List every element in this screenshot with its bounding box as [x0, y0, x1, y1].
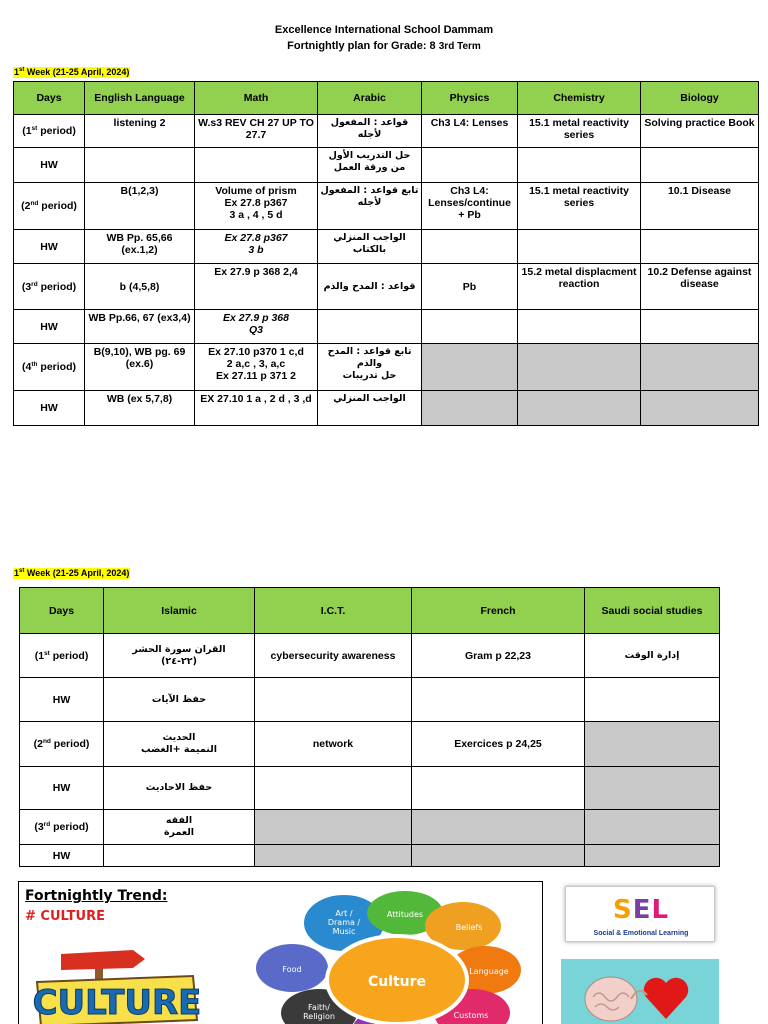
term-label: 3rd Term: [438, 41, 481, 52]
cell-math: Ex 27.9 p 368 2,4: [195, 264, 318, 310]
cell-math: Ex 27.8 p367 3 b: [195, 230, 318, 264]
cell-english: B(9,10), WB pg. 69 (ex.6): [85, 344, 195, 391]
culture-sign-text: CULTURE: [33, 983, 202, 1023]
cell-english: WB Pp. 65,66 (ex.1,2): [85, 230, 195, 264]
week-label-2: 1st Week (21-25 April, 2024): [14, 568, 130, 578]
table-row: [14, 391, 759, 426]
cell-biology: [641, 344, 759, 391]
fortnightly-trend-panel: [18, 881, 543, 1024]
header-chemistry: Chemistry: [518, 82, 641, 115]
sel-wordmark: SEL: [612, 895, 670, 925]
cell-arabic: حل التدريب الأول من ورقة العمل: [318, 148, 422, 183]
table-row: [20, 767, 720, 810]
cell-chemistry: 15.2 metal displacment reaction: [518, 264, 641, 310]
cell-chemistry: 15.1 metal reactivity series: [518, 115, 641, 148]
table-row: [20, 678, 720, 722]
cell-social-studies: [585, 767, 720, 810]
cell-physics: Pb: [422, 264, 518, 310]
header-english: English Language: [85, 82, 195, 115]
petal-label: Food: [282, 965, 302, 974]
culture-signpost-image: [33, 946, 203, 1024]
header-math: Math: [195, 82, 318, 115]
table-row: [20, 634, 720, 678]
sel-caption: Social & Emotional Learning: [593, 930, 689, 937]
cell-islamic: حفظ الآيات: [104, 678, 255, 722]
week-label-1: 1st Week (21-25 April, 2024): [14, 67, 130, 77]
sel-logo: [565, 886, 715, 942]
header-french: French: [412, 588, 585, 634]
period-label: (1st period): [14, 115, 85, 148]
cell-english: listening 2: [85, 115, 195, 148]
petal-label: Attitudes: [386, 910, 424, 919]
cell-islamic: [104, 845, 255, 867]
hw-label: HW: [14, 230, 85, 264]
cell-physics: [422, 148, 518, 183]
cell-math: Ex 27.10 p370 1 c,d 2 a,c , 3, a,c Ex 27.11 p 371 2: [195, 344, 318, 391]
hw-label: HW: [14, 391, 85, 426]
header-days: Days: [20, 588, 104, 634]
table-row: [14, 344, 759, 391]
petal-label: Customs: [453, 1011, 489, 1020]
cell-french: [412, 767, 585, 810]
table-row: [20, 845, 720, 867]
cell-social-studies: [585, 845, 720, 867]
cell-arabic: تابع قواعد : المفعول لأجله: [318, 183, 422, 230]
cell-english: B(1,2,3): [85, 183, 195, 230]
header-biology: Biology: [641, 82, 759, 115]
cell-english: b (4,5,8): [85, 264, 195, 310]
cell-physics: [422, 230, 518, 264]
cell-ict: network: [255, 722, 412, 767]
period-label: (2nd period): [14, 183, 85, 230]
cell-french: [412, 810, 585, 845]
weekly-plan-table-2: [19, 587, 720, 867]
plan-prefix: Fortnightly plan for Grade: 8: [287, 40, 436, 52]
petal-label: Beliefs: [455, 923, 483, 932]
culture-center-label: Culture: [367, 974, 427, 990]
cell-french: Gram p 22,23: [412, 634, 585, 678]
cell-physics: Ch3 L4: Lenses/continue + Pb: [422, 183, 518, 230]
table-row: [14, 264, 759, 310]
cell-english: [85, 148, 195, 183]
cell-chemistry: 15.1 metal reactivity series: [518, 183, 641, 230]
cell-islamic: حفظ الاحاديث: [104, 767, 255, 810]
period-label: (3rd period): [14, 264, 85, 310]
table-row: [14, 310, 759, 344]
cell-social-studies: [585, 722, 720, 767]
cell-social-studies: [585, 810, 720, 845]
cell-biology: [641, 148, 759, 183]
header-ict: I.C.T.: [255, 588, 412, 634]
school-name: Excellence International School Dammam: [274, 24, 494, 36]
cell-english: WB Pp.66, 67 (ex3,4): [85, 310, 195, 344]
cell-physics: [422, 310, 518, 344]
cell-french: [412, 845, 585, 867]
table-row: [20, 722, 720, 767]
period-label: (4th period): [14, 344, 85, 391]
petal-label: Faith/ Religion: [303, 1003, 335, 1021]
trend-title: Fortnightly Trend:: [25, 888, 168, 904]
cell-social-studies: إدارة الوقت: [585, 634, 720, 678]
table-header-row: [14, 82, 759, 115]
trend-hashtag: # CULTURE: [25, 909, 105, 924]
cell-biology: 10.2 Defense against disease: [641, 264, 759, 310]
hw-label: HW: [14, 310, 85, 344]
cell-physics: Ch3 L4: Lenses: [422, 115, 518, 148]
cell-chemistry: [518, 310, 641, 344]
hw-label: HW: [20, 678, 104, 722]
header-islamic: Islamic: [104, 588, 255, 634]
cell-english: WB (ex 5,7,8): [85, 391, 195, 426]
period-label: (3rd period): [20, 810, 104, 845]
brain-heart-image: [561, 959, 719, 1024]
cell-french: [412, 678, 585, 722]
cell-math: W.s3 REV CH 27 UP TO 27.7: [195, 115, 318, 148]
cell-arabic: الواجب المنزلي بالكتاب: [318, 230, 422, 264]
cell-islamic: القران سورة الحشر (٢٢-٢٤): [104, 634, 255, 678]
cell-islamic: الفقه العمرة: [104, 810, 255, 845]
cell-math: [195, 148, 318, 183]
table-row: [14, 148, 759, 183]
cell-arabic: الواجب المنزلي: [318, 391, 422, 426]
cell-math: Ex 27.9 p 368 Q3: [195, 310, 318, 344]
hw-label: HW: [20, 845, 104, 867]
cell-chemistry: [518, 230, 641, 264]
cell-arabic: قواعد : المفعول لأجله: [318, 115, 422, 148]
cell-ict: [255, 845, 412, 867]
cell-arabic: قواعد : المدح والذم: [318, 264, 422, 310]
cell-chemistry: [518, 391, 641, 426]
cell-chemistry: [518, 344, 641, 391]
cell-arabic: تابع قواعد : المدح والذم حل تدريبات: [318, 344, 422, 391]
cell-french: Exercices p 24,25: [412, 722, 585, 767]
cell-biology: [641, 310, 759, 344]
hw-label: HW: [20, 767, 104, 810]
header-arabic: Arabic: [318, 82, 422, 115]
cell-biology: [641, 230, 759, 264]
cell-ict: [255, 678, 412, 722]
cell-biology: [641, 391, 759, 426]
petal-label: Language: [469, 967, 509, 976]
table-row: [14, 115, 759, 148]
cell-biology: Solving practice Book: [641, 115, 759, 148]
petal-label: Art / Drama / Music: [327, 909, 361, 936]
cell-islamic: الحديث النميمة +الغضب: [104, 722, 255, 767]
culture-wheel-diagram: [247, 888, 537, 1024]
cell-ict: [255, 767, 412, 810]
cell-physics: [422, 391, 518, 426]
weekly-plan-table: [13, 81, 759, 426]
cell-arabic: [318, 310, 422, 344]
cell-biology: 10.1 Disease: [641, 183, 759, 230]
cell-chemistry: [518, 148, 641, 183]
plan-title: [0, 40, 768, 52]
table-row: [14, 230, 759, 264]
table-row: [20, 810, 720, 845]
period-label: (1st period): [20, 634, 104, 678]
header-social-studies: Saudi social studies: [585, 588, 720, 634]
cell-math: Volume of prism Ex 27.8 p367 3 a , 4 , 5 d: [195, 183, 318, 230]
header-physics: Physics: [422, 82, 518, 115]
header-days: Days: [14, 82, 85, 115]
cell-ict: [255, 810, 412, 845]
hw-label: HW: [14, 148, 85, 183]
cell-ict: cybersecurity awareness: [255, 634, 412, 678]
cell-physics: [422, 344, 518, 391]
period-label: (2nd period): [20, 722, 104, 767]
cell-math: EX 27.10 1 a , 2 d , 3 ,d: [195, 391, 318, 426]
table-header-row: [20, 588, 720, 634]
cell-social-studies: [585, 678, 720, 722]
table-row: [14, 183, 759, 230]
